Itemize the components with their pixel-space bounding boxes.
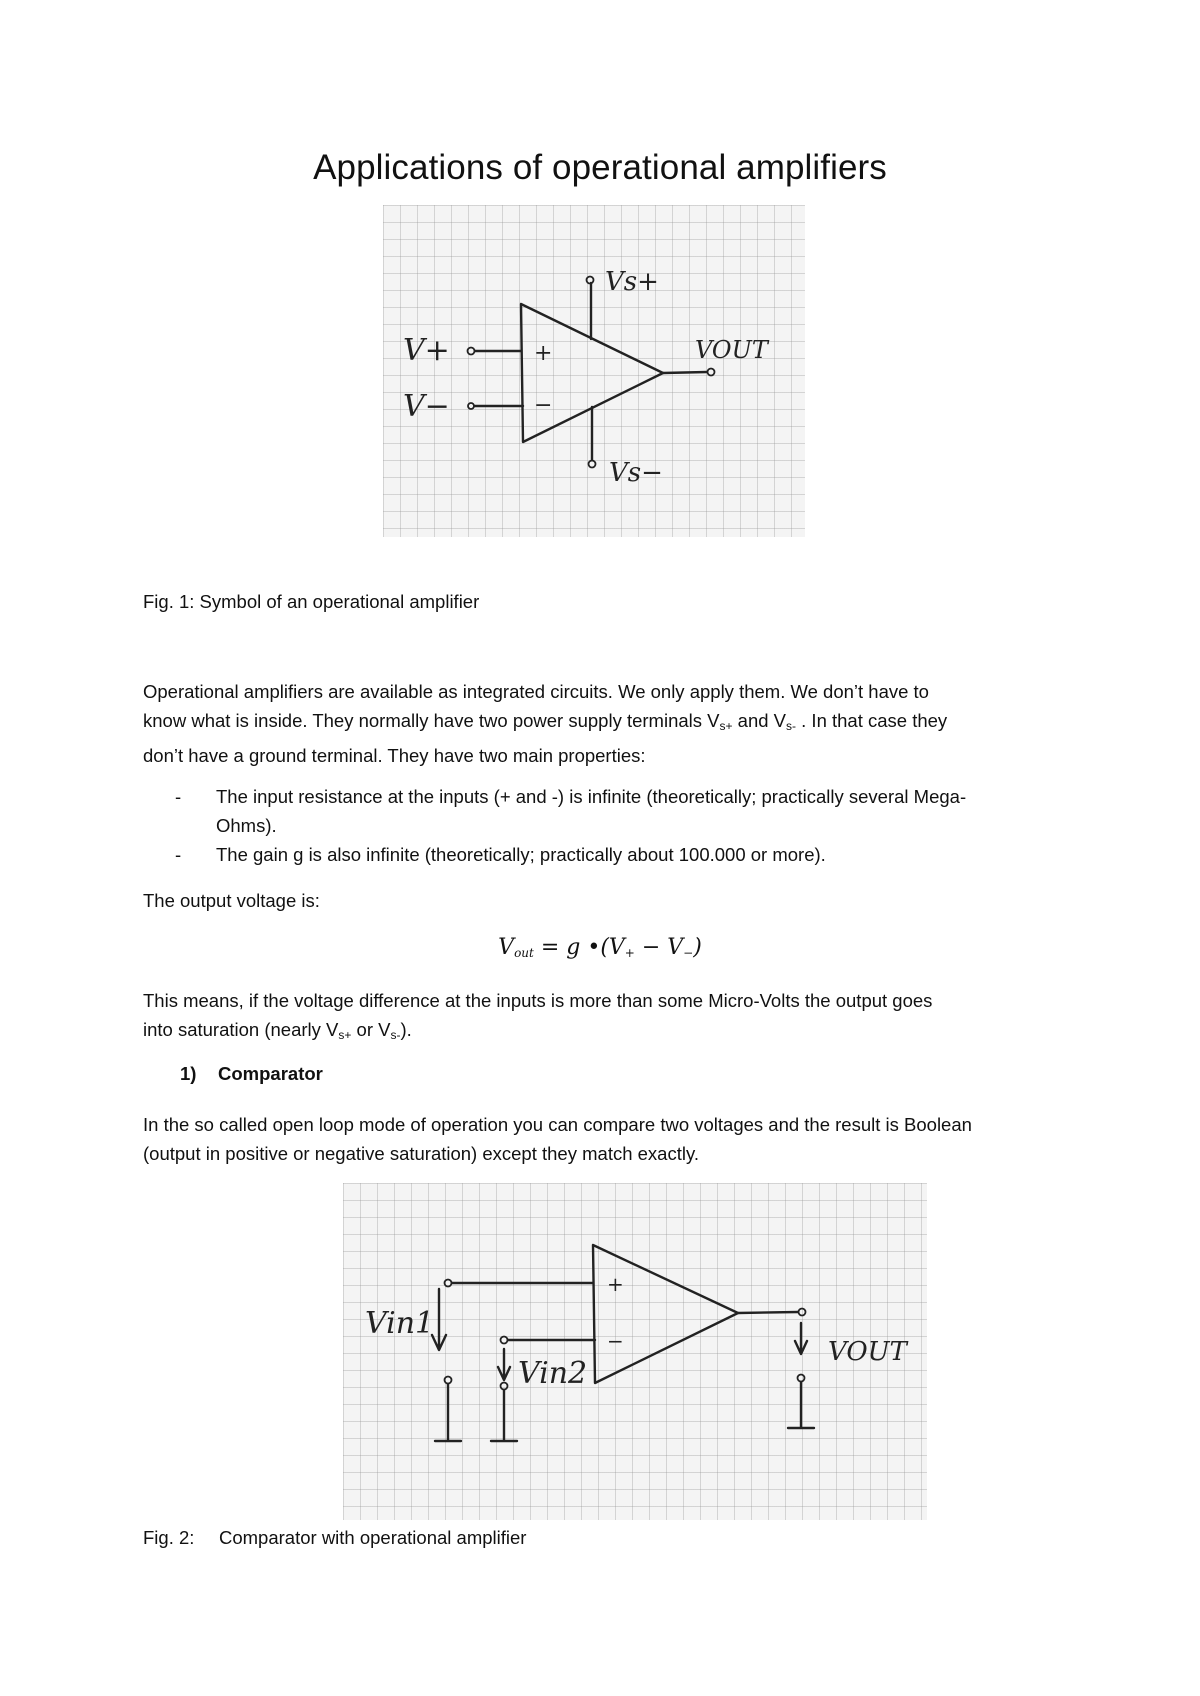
vin1-label: Vin1	[365, 1306, 435, 1341]
formula-lhs-sub: out	[514, 946, 534, 960]
saturation-line2-a: into saturation (nearly V	[143, 1019, 339, 1040]
vout-wire-2	[738, 1312, 798, 1313]
intro-line2-a: know what is inside. They normally have two power supply terminals V	[143, 710, 720, 731]
vs-minus-label: Vs−	[609, 458, 663, 488]
opamp-symbol-drawing	[383, 205, 805, 537]
vin2-arrow	[498, 1349, 510, 1380]
figure2-caption-text: Comparator with operational amplifier	[219, 1527, 527, 1548]
vs-minus-terminal	[589, 461, 596, 468]
v-plus-terminal	[468, 348, 475, 355]
plus-sign-2: +	[607, 1272, 624, 1296]
formula-rhs-b: − V	[634, 935, 684, 960]
intro-line2-sub2: s-	[786, 719, 797, 733]
formula-lhs: V	[498, 935, 515, 960]
intro-line2-sub1: s+	[719, 719, 733, 733]
saturation-line1: This means, if the voltage difference at the inputs is more than some Micro-Volts the output goes	[143, 990, 933, 1011]
v-minus-terminal	[468, 403, 474, 409]
output-formula	[0, 935, 1200, 960]
formula-rhs-sub1: +	[624, 946, 635, 960]
v-plus-label: V+	[403, 333, 450, 368]
intro-line2-b: and V	[732, 710, 787, 731]
comparator-triangle	[593, 1245, 738, 1383]
output-voltage-label: The output voltage is:	[143, 890, 320, 911]
intro-line2-c: . In that case they	[796, 710, 948, 731]
minus-sign: −	[534, 393, 553, 418]
ground3	[788, 1382, 814, 1428]
property-1-line2: Ohms).	[216, 815, 277, 836]
property-1-marker: -	[175, 786, 182, 807]
vout-terminal-2	[799, 1309, 806, 1316]
ground3-terminal	[798, 1375, 805, 1382]
intro-paragraph	[143, 677, 1073, 770]
saturation-line2-b: or V	[351, 1019, 391, 1040]
vout-terminal	[708, 369, 715, 376]
vin1-terminal	[445, 1280, 452, 1287]
formula-rhs-a: = g •(V	[533, 935, 625, 960]
property-1-line1: The input resistance at the inputs (+ and -) is infinite (theoretically; practically several Mega-	[216, 786, 967, 807]
saturation-paragraph	[143, 986, 1073, 1050]
saturation-line2-sub1: s+	[338, 1028, 352, 1042]
plus-sign: +	[534, 341, 553, 366]
comparator-line1: In the so called open loop mode of operation you can compare two voltages and the result is Boolean	[143, 1114, 972, 1135]
figure-opamp-symbol	[383, 205, 805, 537]
figure2-caption-label: Fig. 2:	[143, 1527, 195, 1548]
ground2	[491, 1390, 517, 1441]
figure-comparator	[343, 1183, 927, 1520]
vout-wire	[663, 372, 707, 373]
property-1-text	[216, 782, 1076, 840]
ground1-terminal	[445, 1377, 452, 1384]
saturation-line2-c: ).	[400, 1019, 412, 1040]
v-minus-label: V−	[403, 389, 450, 424]
property-2-marker: -	[175, 844, 182, 865]
vout-label-2: VOUT	[828, 1337, 907, 1367]
formula-rhs-c: )	[693, 935, 702, 960]
ground1	[435, 1384, 461, 1441]
comparator-drawing	[343, 1183, 927, 1520]
ground2-terminal	[501, 1383, 508, 1390]
section-heading-comparator	[180, 1063, 323, 1085]
saturation-line2-sub2: s-	[390, 1028, 401, 1042]
formula-rhs-sub2: −	[683, 946, 694, 960]
vin2-label: Vin2	[518, 1356, 588, 1391]
section-title: Comparator	[218, 1063, 323, 1084]
minus-sign-2: −	[607, 1329, 624, 1353]
comparator-paragraph	[143, 1110, 1073, 1168]
section-number: 1)	[180, 1063, 197, 1084]
vs-plus-label: Vs+	[605, 267, 659, 297]
property-2-text: The gain g is also infinite (theoretically; practically about 100.000 or more).	[216, 844, 826, 865]
comparator-line2: (output in positive or negative saturation) except they match exactly.	[143, 1143, 699, 1164]
figure1-caption: Fig. 1: Symbol of an operational amplifier	[143, 591, 480, 612]
page-title: Applications of operational amplifiers	[313, 148, 887, 187]
vin2-terminal	[501, 1337, 508, 1344]
vout-label: VOUT	[695, 336, 768, 364]
intro-line3: don’t have a ground terminal. They have two main properties:	[143, 745, 646, 766]
intro-line1: Operational amplifiers are available as integrated circuits. We only apply them. We don’t have to	[143, 681, 929, 702]
figure2-caption	[143, 1523, 1073, 1552]
vout-arrow	[795, 1323, 807, 1354]
